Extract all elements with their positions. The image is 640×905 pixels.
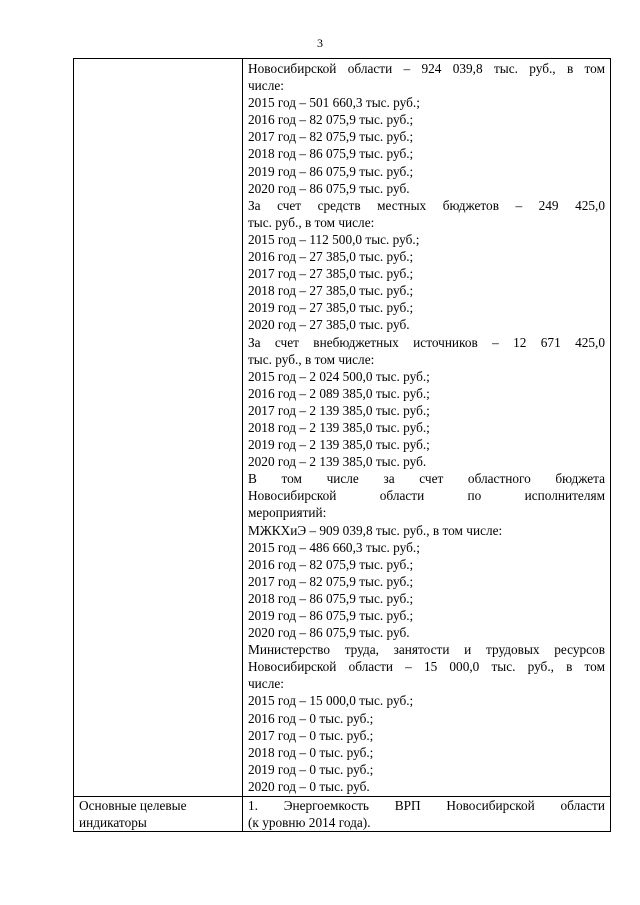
text-line: 2017 год – 82 075,9 тыс. руб.; — [248, 573, 414, 589]
text-line: 2018 год – 0 тыс. руб.; — [248, 744, 374, 760]
text-line: 2020 год – 86 075,9 тыс. руб. — [248, 180, 410, 196]
text-line: 2019 год – 86 075,9 тыс. руб.; — [248, 163, 414, 179]
financing-details-cell — [243, 59, 611, 797]
text-line: 2018 год – 2 139 385,0 тыс. руб.; — [248, 419, 430, 435]
text-line: 2020 год – 0 тыс. руб. — [248, 778, 370, 794]
text-line: Новосибирской области по исполнителям — [248, 488, 605, 504]
text-line: За счет средств местных бюджетов – 249 425,0 — [248, 197, 605, 213]
text-line: 2016 год – 27 385,0 тыс. руб.; — [248, 249, 414, 265]
text-line: 2016 год – 82 075,9 тыс. руб.; — [248, 556, 414, 572]
indicator-lines — [248, 797, 605, 831]
text-line: 2019 год – 27 385,0 тыс. руб.; — [248, 300, 414, 316]
text-line: 2016 год – 82 075,9 тыс. руб.; — [248, 112, 414, 128]
text-line: За счет внебюджетных источников – 12 671 425,0 — [248, 334, 605, 350]
text-line: 2020 год – 86 075,9 тыс. руб. — [248, 625, 410, 641]
indicators-label-line: индикаторы — [79, 815, 147, 831]
text-line: мероприятий: — [248, 505, 327, 521]
text-line: тыс. руб., в том числе: — [248, 351, 375, 367]
text-line: числе: — [248, 676, 284, 692]
text-line: 2015 год – 15 000,0 тыс. руб.; — [248, 693, 414, 709]
text-line: 2017 год – 27 385,0 тыс. руб.; — [248, 266, 414, 282]
text-line: 2016 год – 0 тыс. руб.; — [248, 710, 374, 726]
table-row-financing — [74, 59, 611, 797]
program-passport-table — [73, 58, 611, 832]
row-label-cell — [74, 59, 243, 797]
table-row-indicators — [74, 797, 611, 832]
text-line: 2018 год – 86 075,9 тыс. руб.; — [248, 146, 414, 162]
page-number: 3 — [317, 36, 323, 50]
indicator-line: (к уровню 2014 года). — [248, 815, 371, 831]
text-line: тыс. руб., в том числе: — [248, 214, 375, 230]
indicators-label-cell — [74, 797, 243, 832]
text-line: Министерство труда, занятости и трудовых ресурсов — [248, 642, 605, 658]
text-line: 2020 год – 2 139 385,0 тыс. руб. — [248, 454, 427, 470]
text-line: 2020 год – 27 385,0 тыс. руб. — [248, 317, 410, 333]
indicators-value-cell — [243, 797, 611, 832]
text-line: числе: — [248, 78, 284, 94]
text-line: МЖКХиЭ – 909 039,8 тыс. руб., в том числе: — [248, 522, 503, 538]
indicator-line: 1. Энергоемкость ВРП Новосибирской области — [248, 798, 605, 814]
text-line: В том числе за счет областного бюджета — [248, 471, 605, 487]
text-line: 2017 год – 2 139 385,0 тыс. руб.; — [248, 402, 430, 418]
text-line: 2015 год – 112 500,0 тыс. руб.; — [248, 231, 420, 247]
text-line: 2015 год – 501 660,3 тыс. руб.; — [248, 95, 420, 111]
text-line: 2016 год – 2 089 385,0 тыс. руб.; — [248, 385, 430, 401]
text-line: 2015 год – 2 024 500,0 тыс. руб.; — [248, 368, 430, 384]
text-line: 2017 год – 0 тыс. руб.; — [248, 727, 374, 743]
indicators-label-line: Основные целевые — [79, 798, 187, 814]
text-line: Новосибирской области – 924 039,8 тыс. руб., в том — [248, 61, 605, 76]
financing-lines — [248, 60, 605, 795]
text-line: 2015 год – 486 660,3 тыс. руб.; — [248, 539, 420, 555]
text-line: Новосибирской области – 15 000,0 тыс. руб., в том — [248, 659, 605, 675]
text-line: 2018 год – 27 385,0 тыс. руб.; — [248, 283, 414, 299]
text-line: 2019 год – 86 075,9 тыс. руб.; — [248, 608, 414, 623]
text-line: 2019 год – 2 139 385,0 тыс. руб.; — [248, 437, 430, 453]
text-line: 2018 год – 86 075,9 тыс. руб.; — [248, 590, 414, 606]
text-line: 2017 год – 82 075,9 тыс. руб.; — [248, 129, 414, 145]
text-line: 2019 год – 0 тыс. руб.; — [248, 761, 374, 777]
